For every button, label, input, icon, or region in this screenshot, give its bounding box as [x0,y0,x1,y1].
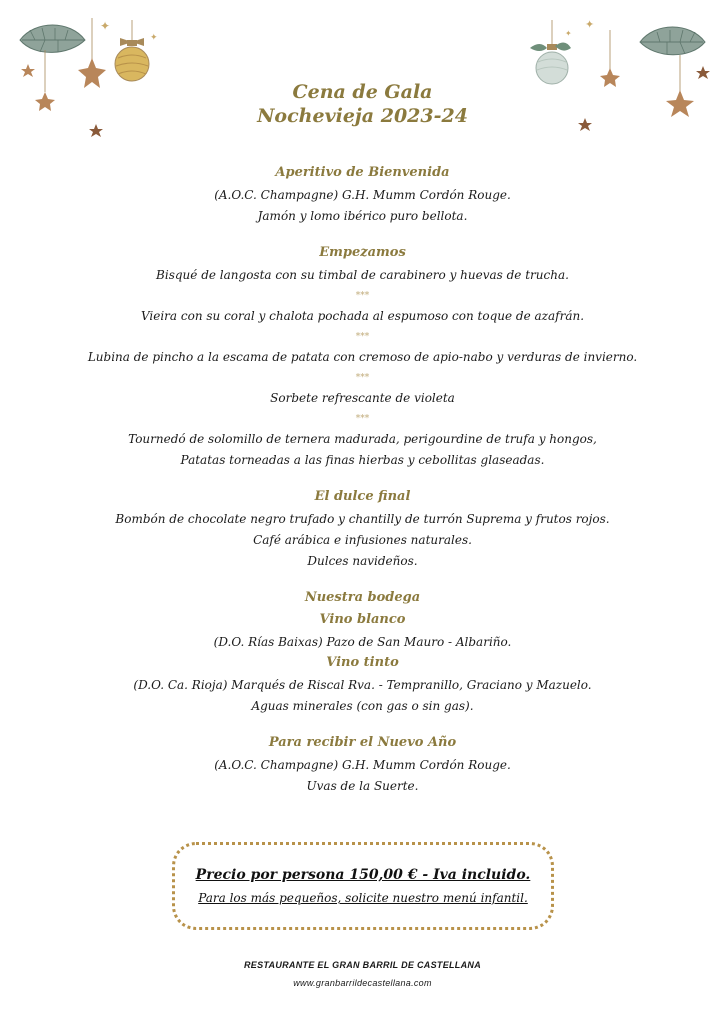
separator: *** [355,414,370,424]
subsection-heading: Vino tinto [326,655,399,670]
section-bodega [0,588,725,717]
section-heading: Para recibir el Nuevo Año [268,735,457,750]
section-heading: El dulce final [314,489,411,504]
sparkle-icon: ✦ [100,19,111,33]
leaf-icon [640,27,705,55]
restaurant-name: RESTAURANTE EL GRAN BARRIL DE CASTELLANA [243,960,481,970]
menu-item: (D.O. Ca. Rioja) Marqués de Riscal Rva. - Tempranillo, Graciano y Mazuelo. [133,678,592,692]
menu-item: Lubina de pincho a la escama de patata con cremoso de apio-nabo y verduras de invierno. [87,350,638,364]
menu-item: Bisqué de langosta con su timbal de carabinero y huevas de trucha. [156,268,569,282]
menu-item: Patatas torneadas a las finas hierbas y cebollitas glaseadas. [180,453,545,467]
page-title: Cena de Gala [292,81,433,103]
separator: *** [355,373,370,383]
page-subtitle: Nochevieja 2023-24 [257,105,468,127]
menu-item: Vieira con su coral y chalota pochada al espumoso con toque de azafrán. [140,309,585,323]
section-heading: Nuestra bodega [304,590,421,605]
menu-item: Bombón de chocolate negro trufado y chantilly de turrón Suprema y frutos rojos. [115,512,610,526]
menu-item: (D.O. Rías Baixas) Pazo de San Mauro - Albariño. [213,635,512,649]
subsection-heading: Vino blanco [319,612,406,627]
star-icon [21,64,35,77]
menu-item: Sorbete refrescante de violeta [270,391,455,405]
sparkle-icon: ✦ [565,29,572,38]
star-icon [696,66,710,79]
ornament-ball-icon [115,40,149,81]
sparkle-icon: ✦ [585,18,595,31]
website-link[interactable]: www.granbarrildecastellana.com [293,978,432,988]
section-empezamos [0,243,725,471]
section-heading: Aperitivo de Bienvenida [275,165,450,180]
menu-item: Jamón y lomo ibérico puro bellota. [257,209,468,223]
menu-item: Aguas minerales (con gas o sin gas). [251,699,474,713]
menu-item: (A.O.C. Champagne) G.H. Mumm Cordón Rouge. [214,758,511,772]
footer [0,960,725,988]
section-nuevo-ano [0,733,725,797]
section-heading: Empezamos [319,245,406,260]
price-text: Precio por persona 150,00 € - Iva incluido. [195,867,531,883]
menu-item: Tournedó de solomillo de ternera madurada, perigourdine de trufa y hongos, [128,432,597,446]
section-aperitivo [0,163,725,227]
menu-item: (A.O.C. Champagne) G.H. Mumm Cordón Rouge. [214,188,511,202]
price-box [172,842,554,930]
menu-item: Café arábica e infusiones naturales. [253,533,472,547]
sparkle-icon: ✦ [150,33,158,43]
separator: *** [355,332,370,342]
kids-menu-note: Para los más pequeños, solicite nuestro menú infantil. [198,891,528,905]
menu-content [0,163,725,813]
section-dulce [0,487,725,572]
title-block [0,80,725,128]
menu-item: Dulces navideños. [307,554,418,568]
separator: *** [355,291,370,301]
leaf-icon [20,25,85,52]
menu-item: Uvas de la Suerte. [306,779,419,793]
